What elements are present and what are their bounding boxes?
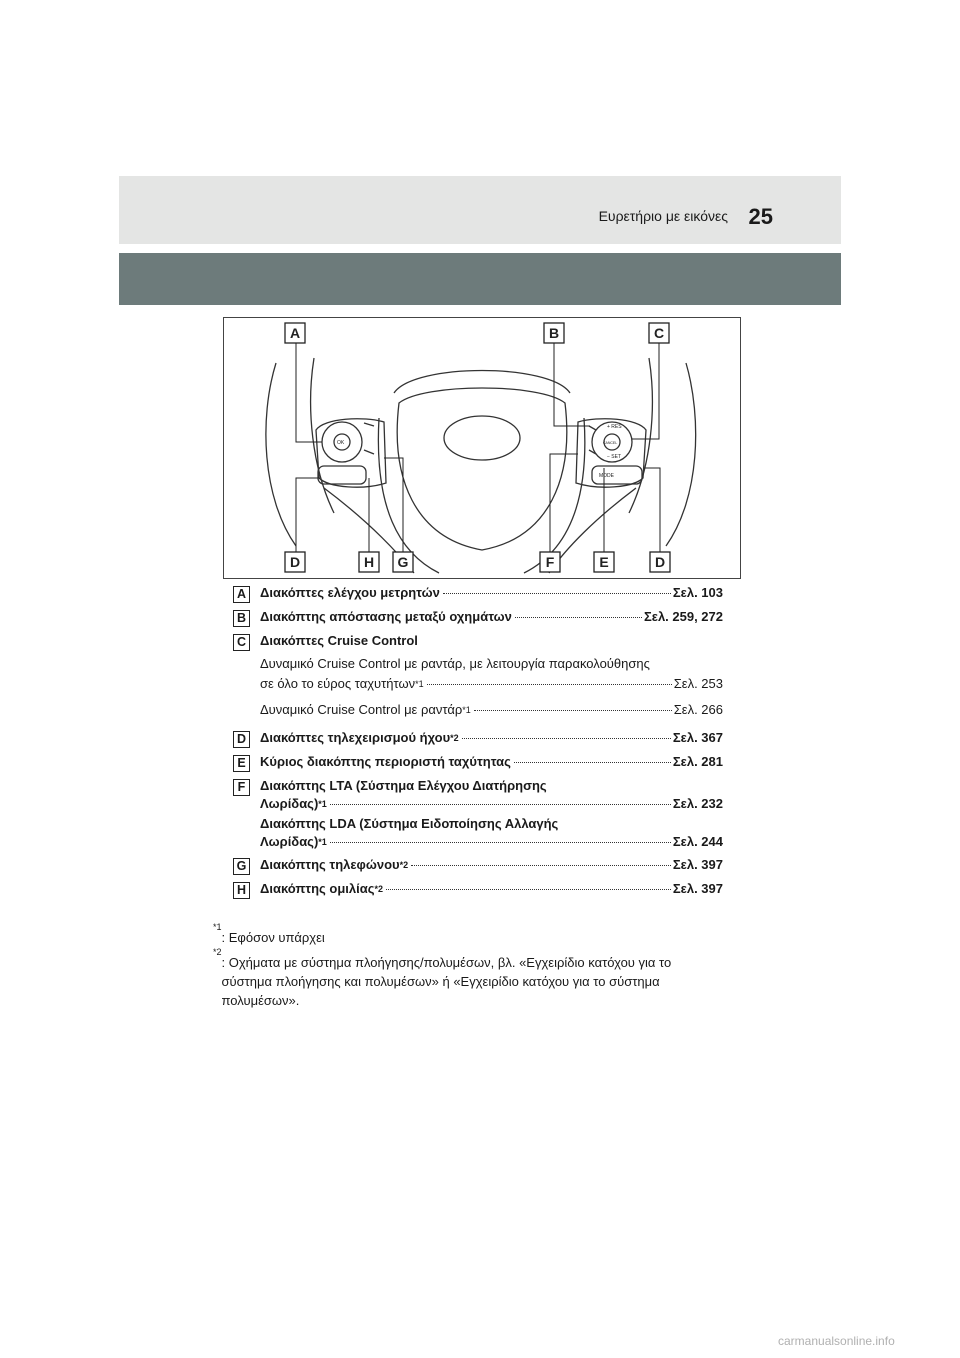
- footnote-mark: *1: [213, 922, 222, 932]
- entry-a: [233, 584, 723, 603]
- wheel-inner-left: [311, 358, 334, 513]
- section-banner: [119, 253, 841, 305]
- callout-g: G: [397, 554, 409, 570]
- steering-wheel-diagram: [224, 318, 740, 578]
- footnote-1: [213, 922, 723, 947]
- res-label: + RES: [607, 424, 622, 430]
- footnote-text: : Εφόσον υπάρχει: [221, 930, 325, 945]
- entry-f: F Διακόπτης LTA (Σύστημα Ελέγχου Διατήρησης Λωρίδας) $^{*1}$ Σελ. 232 Διακόπτης LDA (Σύστημα Ειδοποίησης Αλλαγής Λωρίδας) $^{*1}$ Σελ. 244: [233, 777, 723, 851]
- page-reference[interactable]: Σελ. 244: [672, 834, 723, 849]
- footnotes: [213, 922, 723, 1016]
- set-label: − SET: [607, 454, 622, 460]
- entry-h: H Διακόπτης ομιλίας $^{*2}$ Σελ. 397: [233, 880, 723, 899]
- callout-boxes: [285, 323, 670, 572]
- callout-e: E: [599, 554, 609, 570]
- page-reference[interactable]: Σελ. 281: [672, 754, 723, 769]
- subentry-text: Δυναμικό Cruise Control με ραντάρ: [260, 702, 463, 717]
- footnote-text: : Οχήματα με σύστημα πλοήγησης/πολυμέσων, βλ. «Εγχειρίδιο κατόχου για το σύστημα πλοήγησης και πολυμέσων» ή «Εγχειρίδιο κατόχου για το σύστημα πολυμέσων».: [221, 955, 672, 1008]
- entry-text: Διακόπτες Cruise Control: [260, 633, 418, 648]
- header-band: [119, 176, 841, 244]
- wheel-outer-left: [266, 363, 296, 546]
- hub-left: [378, 418, 439, 573]
- entry-text: Διακόπτης απόστασης μεταξύ οχημάτων: [260, 609, 512, 624]
- entry-b: [233, 608, 723, 627]
- entry-letter: H: [233, 882, 250, 899]
- entry-letter: G: [233, 858, 250, 875]
- section-title: Ευρετήριο με εικόνες: [598, 208, 728, 224]
- wheel-inner-right: [629, 358, 652, 513]
- audio-switch-left: [318, 466, 366, 484]
- entry-g: G Διακόπτης τηλεφώνου $^{*2}$ Σελ. 397: [233, 856, 723, 875]
- entry-e: [233, 753, 723, 772]
- cancel-label: CANCEL: [603, 441, 618, 445]
- page-reference[interactable]: Σελ. 367: [672, 730, 723, 745]
- entry-letter: E: [233, 755, 250, 772]
- entry-letter: D: [233, 731, 250, 748]
- entry-letter: B: [233, 610, 250, 627]
- watermark: carmanualsonline.info: [778, 1334, 895, 1348]
- entry-text: Διακόπτες τηλεχειρισμού ήχου: [260, 730, 451, 745]
- subentry-text: Δυναμικό Cruise Control με ραντάρ, με λειτουργία παρακολούθησης: [260, 656, 650, 671]
- spoke-right: [549, 488, 636, 573]
- page-reference[interactable]: Σελ. 232: [672, 796, 723, 811]
- footnote-mark: *2: [213, 947, 222, 957]
- entry-c: C Διακόπτες Cruise Control Δυναμικό Cruise Control με ραντάρ, με λειτουργία παρακολούθησης σε όλο το εύρος ταχυτήτων $^{*1}$ Σελ. 253 Δυναμικό Cruise Control με ραντάρ $^{*1}$ Σελ. 266: [233, 632, 723, 724]
- callout-a: A: [289, 325, 301, 341]
- entry-d: D Διακόπτες τηλεχειρισμού ήχου $^{*2}$ Σελ. 367: [233, 729, 723, 748]
- callout-b: B: [548, 325, 560, 341]
- page-reference[interactable]: Σελ. 397: [672, 857, 723, 872]
- airbag-pad: [397, 388, 567, 550]
- entry-text: Λωρίδας): [260, 834, 319, 849]
- callout-d-right: D: [654, 554, 666, 570]
- entry-text: Διακόπτης ομιλίας: [260, 881, 375, 896]
- page-reference[interactable]: Σελ. 266: [673, 702, 723, 717]
- subentry-text: σε όλο το εύρος ταχυτήτων: [260, 676, 416, 691]
- entry-text: Διακόπτης τηλεφώνου: [260, 857, 400, 872]
- entry-text: Κύριος διακόπτης περιοριστή ταχύτητας: [260, 754, 511, 769]
- footnote-2: [213, 947, 723, 1010]
- callout-f: F: [545, 554, 555, 570]
- entry-text: Διακόπτης LDA (Σύστημα Ειδοποίησης Αλλαγής: [260, 816, 559, 831]
- callout-d-left: D: [289, 554, 301, 570]
- page-reference[interactable]: Σελ. 259, 272: [643, 609, 723, 624]
- page-reference[interactable]: Σελ. 253: [673, 676, 723, 691]
- mode-label: MODE: [599, 473, 614, 479]
- wheel-outer-right: [666, 363, 696, 546]
- entry-letter: A: [233, 586, 250, 603]
- horn-emblem: [444, 416, 520, 460]
- page-number: 25: [748, 204, 773, 229]
- entry-text: Λωρίδας): [260, 796, 319, 811]
- ok-label: OK: [337, 440, 345, 446]
- wheel-hub-top: [394, 371, 570, 394]
- page-reference[interactable]: Σελ. 397: [672, 881, 723, 896]
- page-reference[interactable]: Σελ. 103: [672, 585, 723, 600]
- entry-text: Διακόπτες ελέγχου μετρητών: [260, 585, 440, 600]
- entry-letter: F: [233, 779, 250, 796]
- callout-h: H: [363, 554, 375, 570]
- entry-letter: C: [233, 634, 250, 651]
- index-entries: [233, 584, 723, 904]
- entry-text: Διακόπτης LTA (Σύστημα Ελέγχου Διατήρησης: [260, 778, 547, 793]
- steering-wheel-figure: [223, 317, 741, 579]
- callout-c: C: [653, 325, 665, 341]
